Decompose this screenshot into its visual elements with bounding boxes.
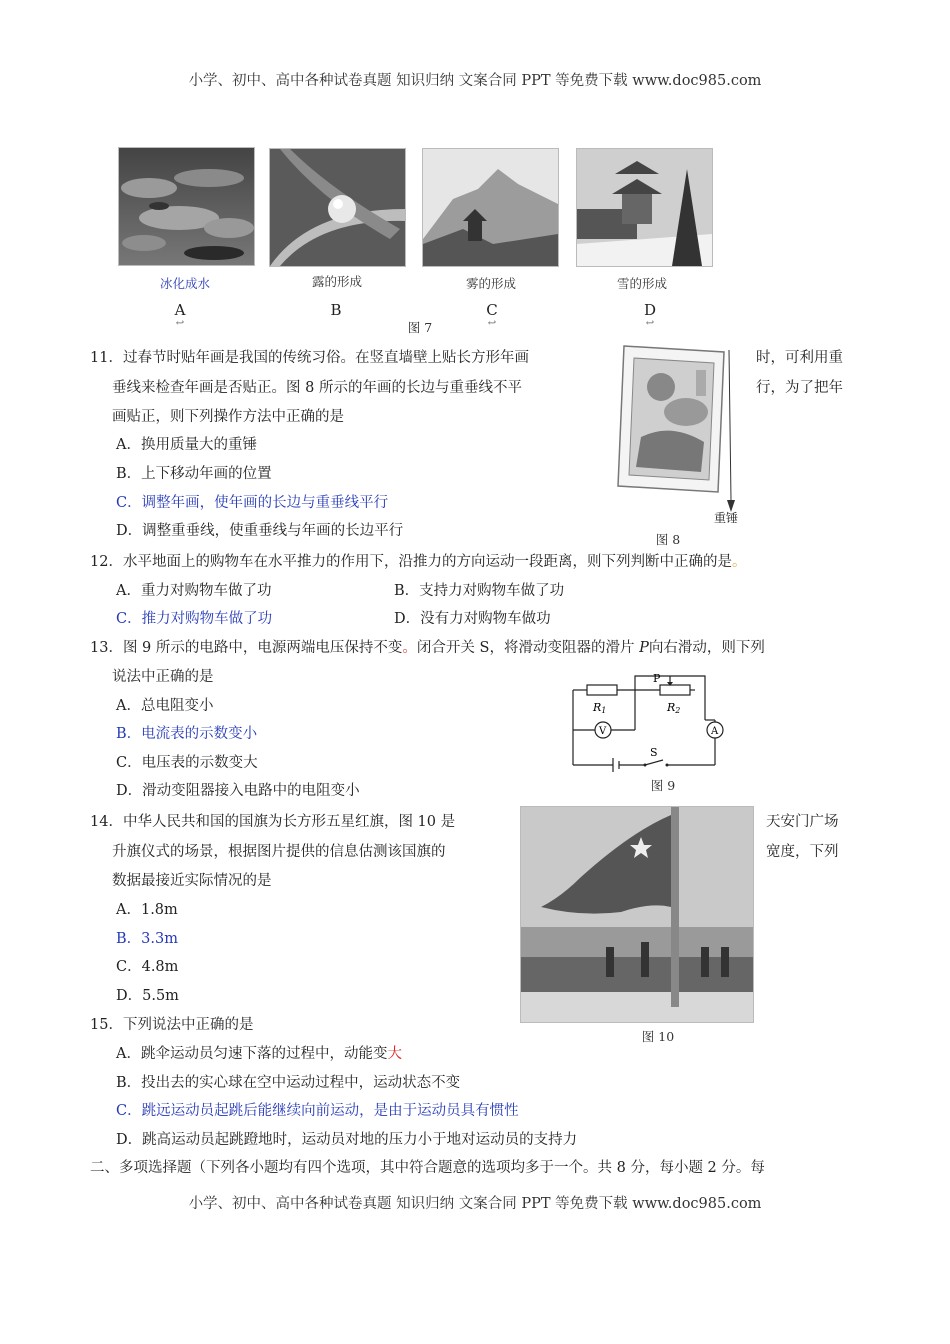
fig9-label-r1: R	[593, 701, 602, 714]
return-mark: ↩	[645, 318, 655, 329]
return-mark: ↩	[487, 318, 497, 329]
q14-option-a: A．1.8m	[116, 902, 178, 918]
footer-banner: 小学、初中、高中各种试卷真题 知识归纳 文案合同 PPT 等免费下载 www.doc985.com	[188, 1196, 762, 1212]
fig9-label-r2-sub: 2	[675, 706, 681, 715]
q15-option-a-end: 大	[387, 1046, 402, 1062]
q11-option-a: A．换用质量大的重锤	[116, 437, 257, 453]
q13-stem1-p: P	[639, 640, 649, 656]
fig9-ammeter: A	[711, 726, 719, 737]
q13-option-b: B．电流表的示数变小	[116, 726, 258, 742]
q12-stem-end: 。	[731, 554, 747, 570]
fig7-letter-a: A	[174, 301, 186, 319]
q13-stem2: 说法中正确的是	[112, 669, 214, 685]
q15-option-a: A．跳伞运动员匀速下落的过程中，动能变	[116, 1046, 388, 1062]
svg-text:R1	[592, 701, 606, 715]
q11-line1: 11．过春节时贴年画是我国的传统习俗。在竖直墙壁上贴长方形年画	[90, 350, 529, 366]
q14-line1: 14．中华人民共和国的国旗为长方形五星红旗，图 10 是	[90, 814, 456, 830]
q14-option-b: B．3.3m	[116, 931, 178, 947]
q14-line2: 升旗仪式的场景，根据图片提供的信息估测该国旗的	[112, 844, 446, 860]
fig9-label-r1-sub: 1	[601, 706, 607, 715]
q12-option-c: C．推力对购物车做了功	[116, 611, 273, 627]
q13-stem1b: 闭合开关 S，将滑动变阻器的滑片	[416, 640, 640, 656]
fig7-caption-b: 露的形成	[311, 274, 362, 289]
q12-option-a: A．重力对购物车做了功	[116, 583, 272, 599]
return-mark: ↩	[175, 318, 185, 329]
fig9-caption: 图 9	[650, 778, 676, 793]
q12-option-b: B．支持力对购物车做了功	[394, 583, 565, 599]
header-banner: 小学、初中、高中各种试卷真题 知识归纳 文案合同 PPT 等免费下载 www.doc985.com	[188, 73, 762, 89]
q11-line2: 垂线来检查年画是否贴正。图 8 所示的年画的长边与重垂线不平	[112, 380, 522, 396]
q11-option-b: B．上下移动年画的位置	[116, 466, 272, 482]
fig8-weight-label: 重锤	[714, 511, 739, 525]
fig10-caption: 图 10	[641, 1029, 675, 1044]
q12-option-d: D．没有力对购物车做功	[394, 611, 551, 627]
q14-option-d: D．5.5m	[116, 988, 179, 1004]
fig9-voltmeter: V	[599, 726, 607, 737]
q15-option-b: B．投出去的实心球在空中运动过程中，运动状态不变	[116, 1075, 461, 1091]
fig9-label-p: P	[653, 672, 661, 685]
photo-dew-drop	[269, 148, 406, 267]
q11-line2-right: 行，为了把年	[756, 380, 843, 396]
q13-stem1a: 13．图 9 所示的电路中，电源两端电压保持不变	[90, 640, 403, 656]
q11-line3: 画贴正，则下列操作方法中正确的是	[112, 409, 344, 425]
fig7-caption: 图 7	[407, 320, 433, 335]
fig7-letter-d: D	[643, 301, 657, 319]
photo-ice-melting	[118, 147, 255, 266]
q13-option-d: D．滑动变阻器接入电路中的电阻变小	[116, 783, 360, 799]
fig8-new-year-picture	[616, 342, 756, 527]
q15-option-d: D．跳高运动员起跳蹬地时，运动员对地的压力小于地对运动员的支持力	[116, 1132, 578, 1148]
fig9-label-r2: R	[667, 701, 676, 714]
q14-line1-right: 天安门广场	[766, 814, 839, 830]
fig9-label-s: S	[650, 746, 658, 759]
svg-text:R2	[666, 701, 680, 715]
fig7-caption-a: 冰化成水	[159, 276, 210, 291]
q13-option-c: C．电压表的示数变大	[116, 755, 258, 771]
fig7-letter-c: C	[486, 301, 498, 319]
q11-option-c: C．调整年画，使年画的长边与重垂线平行	[116, 495, 389, 511]
q14-option-c: C．4.8m	[116, 959, 179, 975]
q14-line3: 数据最接近实际情况的是	[112, 873, 272, 889]
section2-heading: 二、多项选择题（下列各小题均有四个选项，其中符合题意的选项均多于一个。共 8 分，每小题 2 分。每	[90, 1160, 765, 1176]
photo-snow-temple	[576, 148, 713, 267]
fig9-circuit	[565, 668, 735, 778]
q12-stem: 12．水平地面上的购物车在水平推力的作用下，沿推力的方向运动一段距离，则下列判断中正确的是	[90, 554, 732, 570]
fig7-caption-d: 雪的形成	[616, 276, 667, 291]
fig7-letter-b: B	[330, 301, 342, 319]
fig8-caption: 图 8	[655, 532, 681, 547]
q11-option-d: D．调整重垂线，使重垂线与年画的长边平行	[116, 523, 404, 539]
q13-stem1c: 向右滑动，则下列	[648, 640, 765, 656]
q13-option-a: A．总电阻变小	[116, 698, 214, 714]
q13-stem1-dot: 。	[402, 640, 417, 656]
photo-fog	[422, 148, 559, 267]
fig10-flag-raising-photo	[520, 806, 754, 1023]
q15-stem: 15．下列说法中正确的是	[90, 1017, 254, 1033]
fig7-caption-c: 雾的形成	[465, 276, 516, 291]
q11-line1-right: 时，可利用重	[756, 350, 843, 366]
q14-line2-right: 宽度，下列	[766, 844, 839, 860]
q15-option-c: C．跳远运动员起跳后能继续向前运动，是由于运动员具有惯性	[116, 1103, 519, 1119]
